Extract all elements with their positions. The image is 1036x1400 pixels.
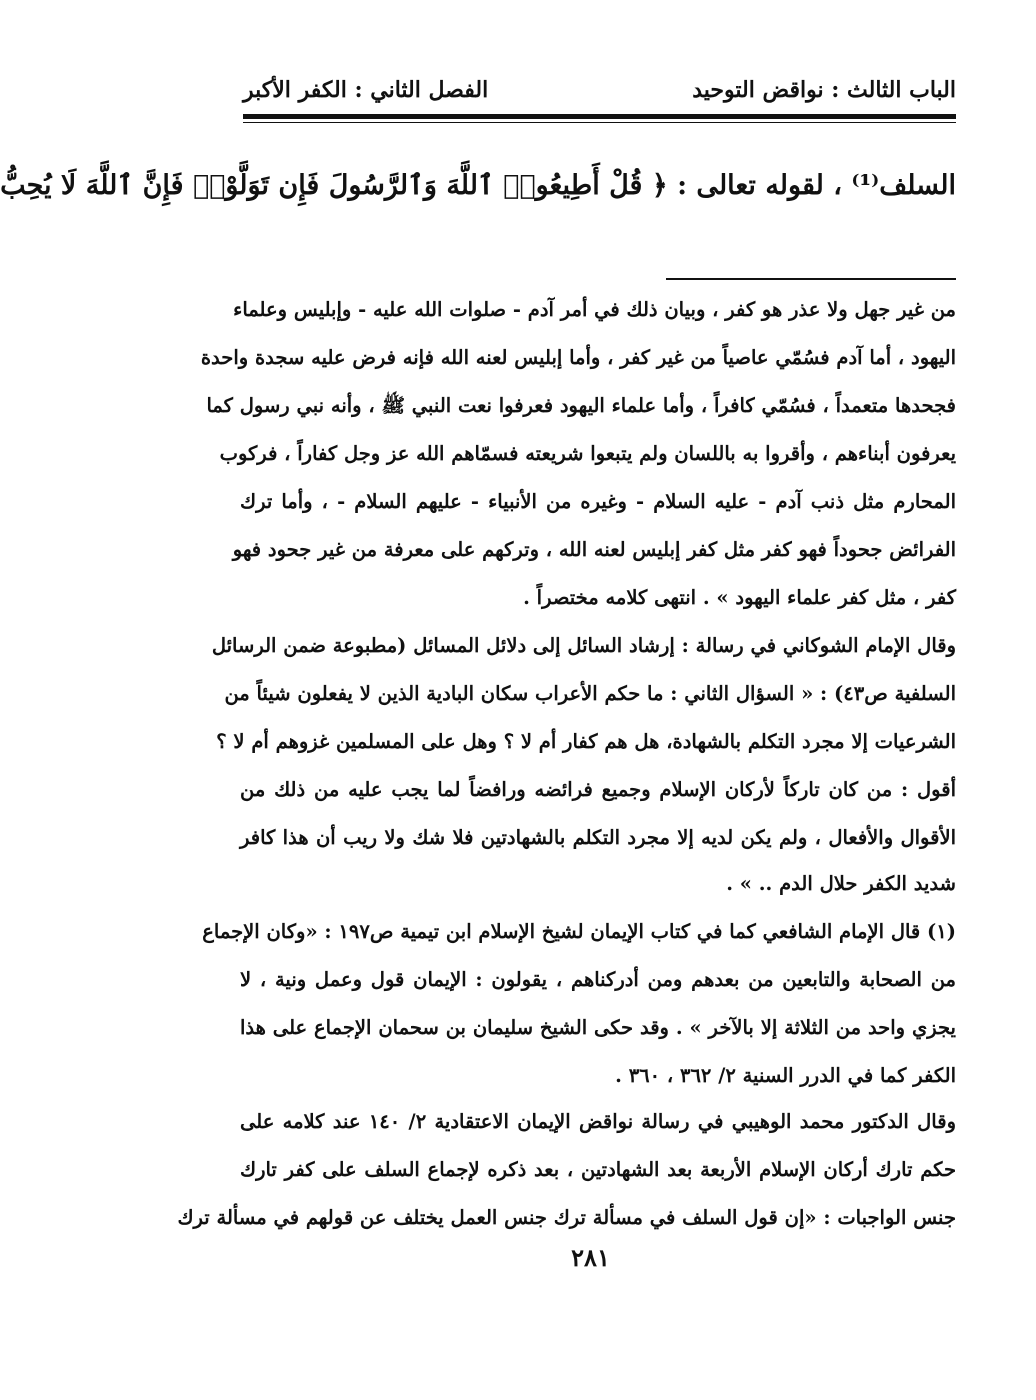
footnote-line: (١) قال الإمام الشافعي كما في كتاب الإيمان لشيخ الإسلام ابن تيمية ص١٩٧ : «وكان الإجماع [202, 920, 956, 943]
footnote-line: من غير جهل ولا عذر هو كفر ، وبيان ذلك في أمر آدم - صلوات الله عليه - وإبليس وعلماء [233, 298, 956, 321]
footnote-line: الشرعيات إلا مجرد التكلم بالشهادة، هل هم كفار أم لا ؟ وهل على المسلمين غزوهم أم لا ؟ [216, 730, 956, 753]
footnote-line: وقال الإمام الشوكاني في رسالة : إرشاد السائل إلى دلائل المسائل (مطبوعة ضمن الرسائل [211, 634, 956, 657]
footnote-line: السلفية ص٤٣) : « السؤال الثاني : ما حكم الأعراب سكان البادية الذين لا يفعلون شيئاً من [224, 682, 956, 705]
footnote-line: الأقوال والأفعال ، ولم يكن لديه إلا مجرد التكلم بالشهادتين فلا شك ولا ريب أن هذا كافر [240, 826, 956, 849]
footnote-line: حكم تارك أركان الإسلام الأربعة بعد الشهادتين ، بعد ذكره لإجماع السلف على كفر تارك [240, 1158, 956, 1181]
footnote-line: أقول : من كان تاركاً لأركان الإسلام وجميع فرائضه ورافضاً لما يجب عليه من ذلك من [240, 778, 956, 801]
footnote-line: وقال الدكتور محمد الوهيبي في رسالة نواقض الإيمان الاعتقادية ٢/ ١٤٠ عند كلامه على [240, 1110, 956, 1133]
footnote-line: فجحدها متعمداً ، فسُمّي كافراً ، وأما علماء اليهود فعرفوا نعت النبي ﷺ ، وأنه نبي رسول كما [206, 394, 956, 417]
running-header [243, 72, 956, 108]
header-rule-thin [243, 122, 956, 123]
footnote-line: اليهود ، أما آدم فسُمّي عاصياً من غير كفر ، وأما إبليس لعنه الله فإنه فرض عليه سجدة واحدة [200, 346, 956, 369]
footnote-line: الفرائض جحوداً فهو كفر مثل كفر إبليس لعنه الله ، وتركهم على معرفة من غير جحود فهو [232, 538, 956, 561]
footnote-line: يجزي واحد من الثلاثة إلا بالآخر » . وقد حكى الشيخ سليمان بن سحمان الإجماع على هذا [240, 1016, 956, 1039]
chapter-title: الباب الثالث : نواقض التوحيد [692, 77, 956, 103]
footnote-line: كفر ، مثل كفر علماء اليهود » . انتهى كلامه مختصراً . [523, 586, 956, 609]
footnote-separator [666, 278, 956, 280]
footnote-line: جنس الواجبات : «إن قول السلف في مسألة ترك جنس العمل يختلف عن قولهم في مسألة ترك [177, 1206, 956, 1229]
main-text-line: السلف⁽¹⁾ ، لقوله تعالى : ﴿ قُلْ أَطِيعُوا۟ ٱللَّهَ وَٱلرَّسُولَ فَإِن تَوَلَّوْا۟ فَإِنَّ ٱللَّهَ لَا يُحِبُّ [0, 170, 956, 201]
footnote-line: الكفر كما في الدرر السنية ٢/ ٣٦٢ ، ٣٦٠ . [615, 1064, 956, 1087]
page-number: ٢٨١ [571, 1243, 610, 1272]
footnote-line: من الصحابة والتابعين من بعدهم ومن أدركناهم ، يقولون : الإيمان قول وعمل ونية ، لا [240, 968, 956, 991]
section-title: الفصل الثاني : الكفر الأكبر [243, 77, 489, 103]
footnote-line: شديد الكفر حلال الدم .. » . [726, 872, 956, 895]
footnote-line: المحارم مثل ذنب آدم - عليه السلام - وغيره من الأنبياء - عليهم السلام - ، وأما ترك [240, 490, 956, 513]
footnote-line: يعرفون أبناءهم ، وأقروا به باللسان ولم يتبعوا شريعته فسمّاهم الله عز وجل كفاراً ، فركوب [219, 442, 956, 465]
header-rule-thick [243, 114, 956, 119]
